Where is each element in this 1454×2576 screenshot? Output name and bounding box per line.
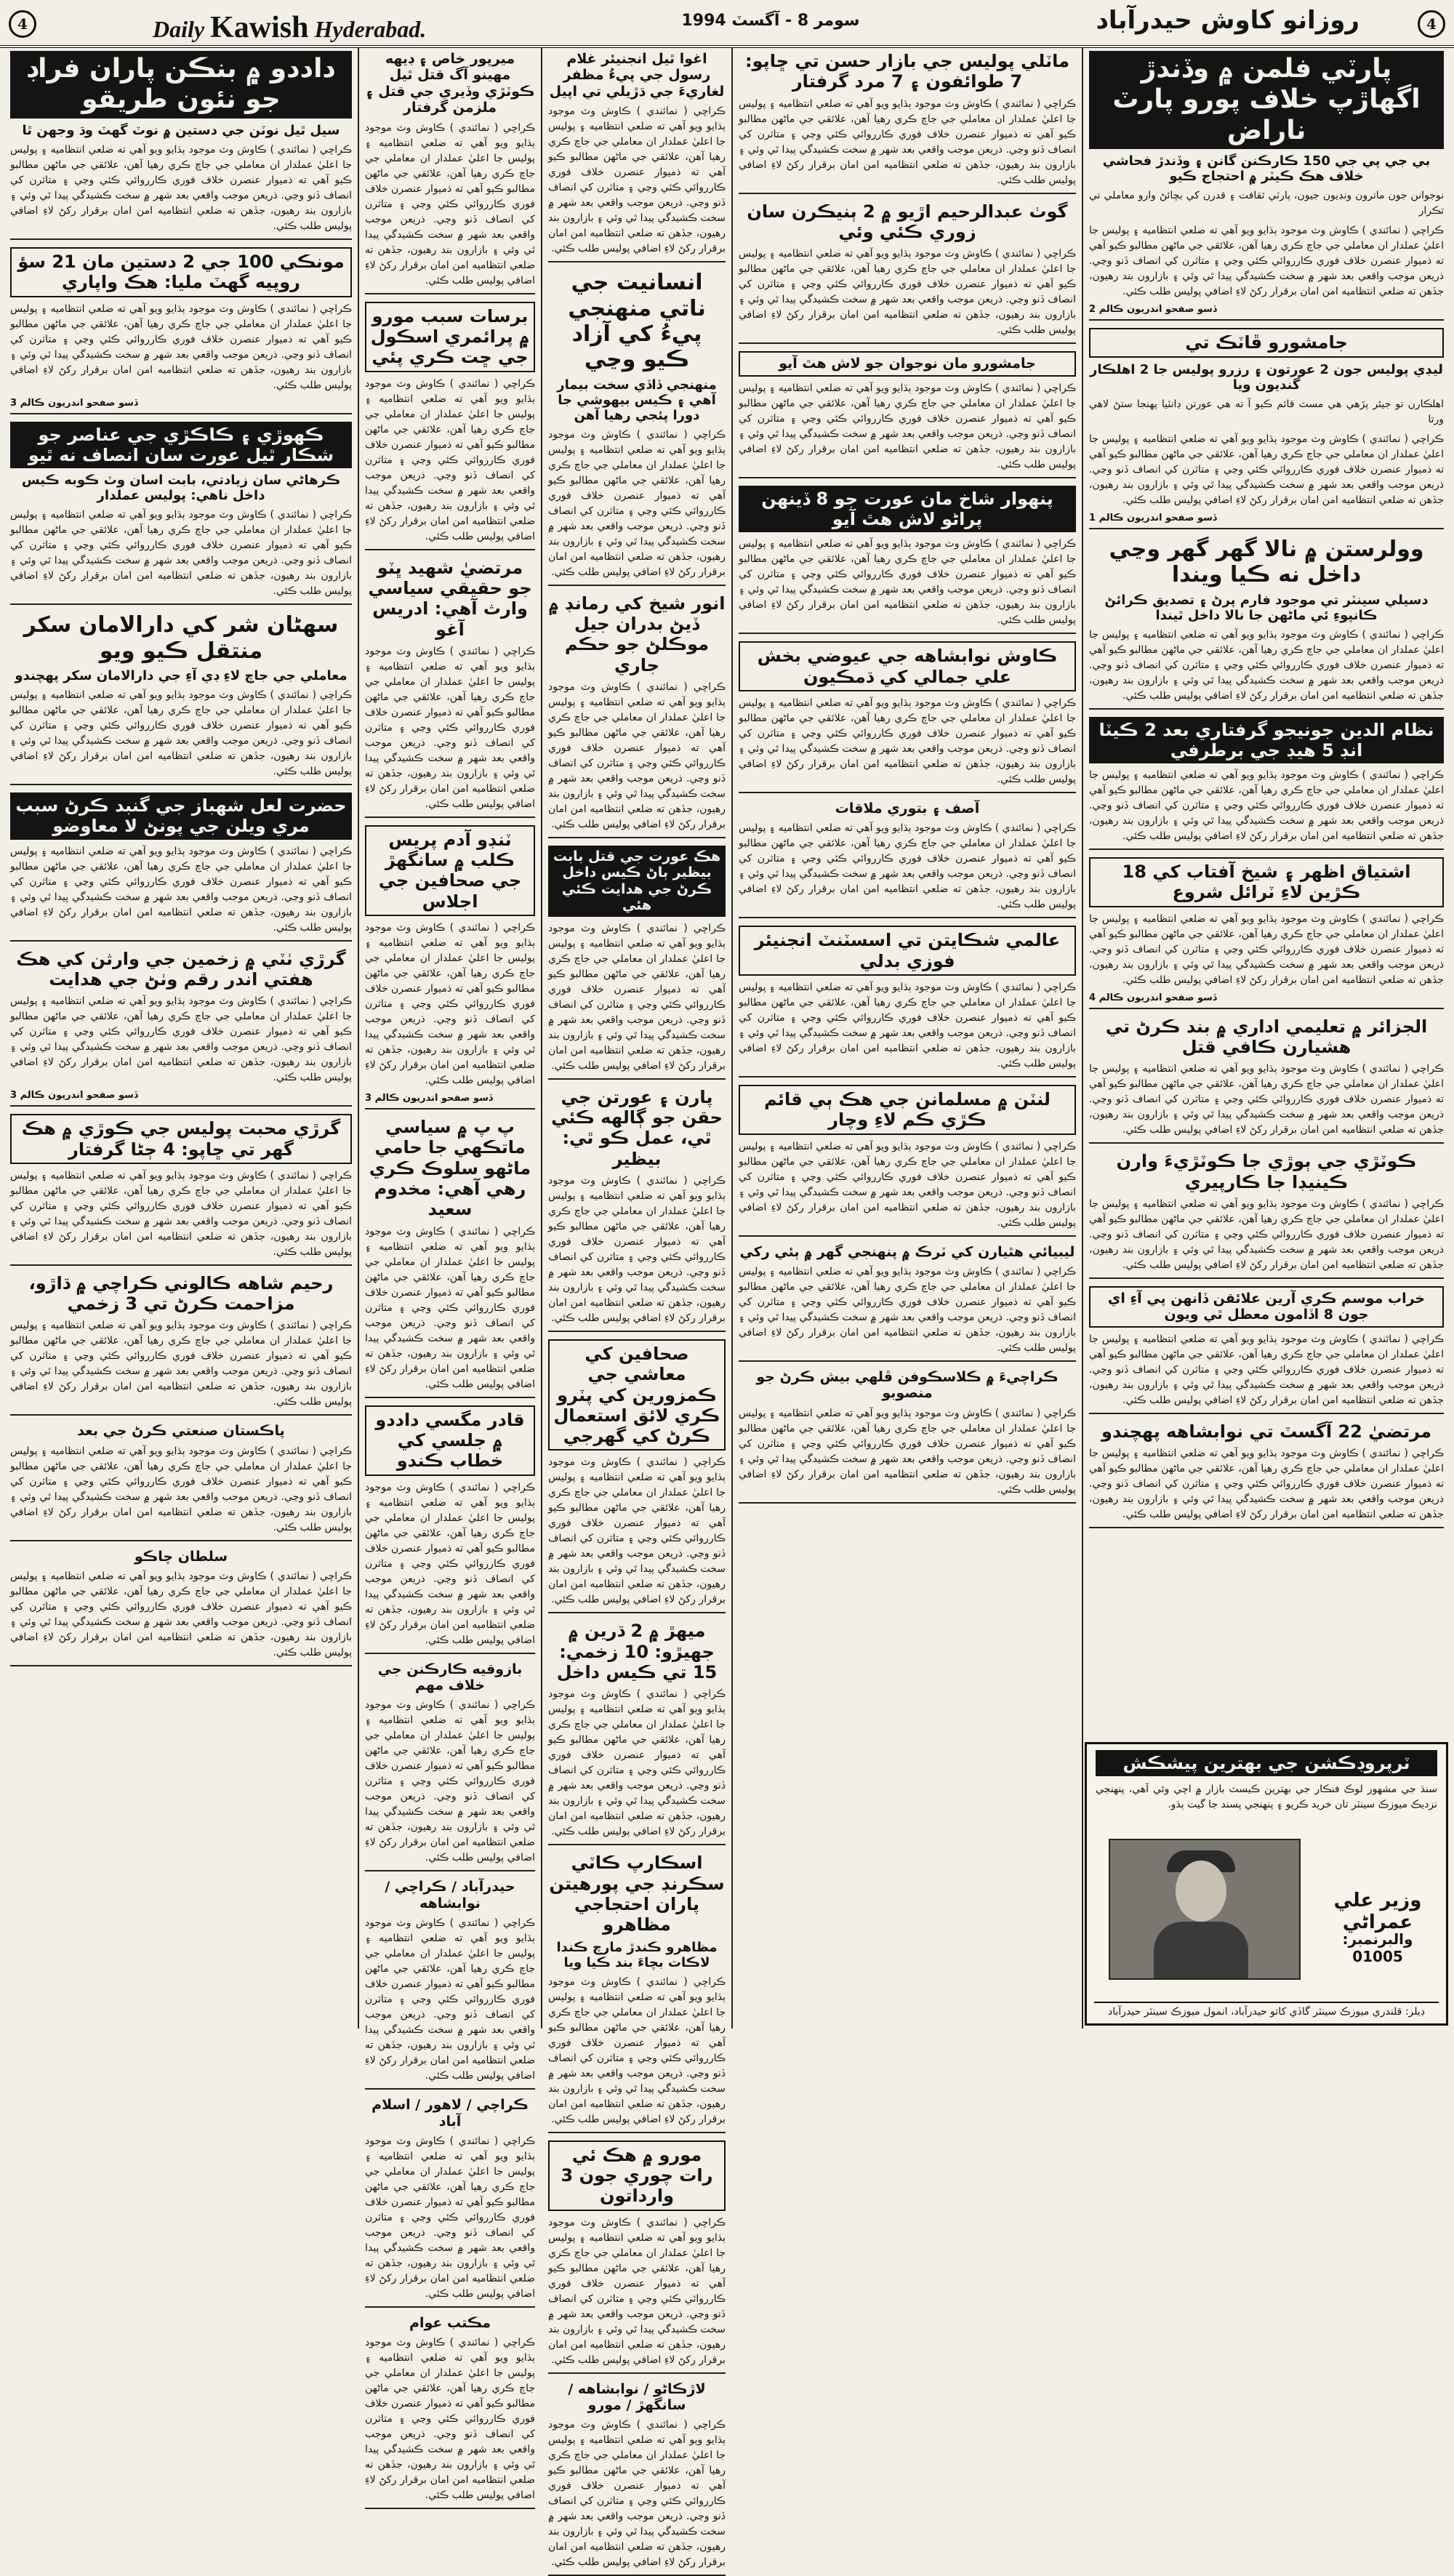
article-body: ڪراچي ( نمائندي ) ڪاوش وٽ موجود ٻڌايو ويو آهي ته ضلعي انتظاميه ۽ پوليس جا اعليٰ عملدار ان معاملي جي جاچ ڪري رهيا آهن، علائقي جي ماڻهن مطالبو ڪيو آهي ته ذميوار عنصرن خلاف فوري ڪارروائي ڪئي وڃي ۽ متاثرن کي انصاف ڏنو وڃي. ذريعن موجب واقعي بعد شهر ۾ سخت ڪشيدگي پيدا ٿي وئي ۽ بازارون بند رهيون، جڏهن ته ضلعي انتظاميه امن امان برقرار رکڻ لاءِ اضافي پوليس طلب ڪئي. — [548, 922, 726, 1072]
english-title — [153, 10, 426, 45]
article-body: ڪراچي ( نمائندي ) ڪاوش وٽ موجود ٻڌايو ويو آهي ته ضلعي انتظاميه ۽ پوليس جا اعليٰ عملدار ان معاملي جي جاچ ڪري رهيا آهن، علائقي جي ماڻهن مطالبو ڪيو آهي ته ذميوار عنصرن خلاف فوري ڪارروائي ڪئي وڃي ۽ متاثرن کي انصاف ڏنو وڃي. ذريعن موجب واقعي بعد شهر ۾ سخت ڪشيدگي پيدا ٿي وئي ۽ بازارون بند رهيون، جڏهن ته ضلعي انتظاميه امن امان برقرار رکڻ لاءِ اضافي پوليس طلب ڪئي. — [1089, 628, 1444, 702]
news-article — [739, 1244, 1076, 1362]
column-rule — [1082, 48, 1083, 2029]
news-article — [739, 486, 1076, 635]
article-body: ڪراچي ( نمائندي ) ڪاوش وٽ موجود ٻڌايو ويو آهي ته ضلعي انتظاميه ۽ پوليس جا اعليٰ عملدار ان معاملي جي جاچ ڪري رهيا آهن، علائقي جي ماڻهن مطالبو ڪيو آهي ته ذميوار عنصرن خلاف فوري ڪارروائي ڪئي وڃي ۽ متاثرن کي انصاف ڏنو وڃي. ذريعن موجب واقعي بعد شهر ۾ سخت ڪشيدگي پيدا ٿي وئي ۽ بازارون بند رهيون، جڏهن ته ضلعي انتظاميه امن امان برقرار رکڻ لاءِ اضافي پوليس طلب ڪئي. — [1089, 1448, 1444, 1521]
article-divider — [1089, 848, 1444, 850]
news-article — [548, 1087, 726, 1332]
news-article — [10, 1549, 352, 1666]
article-body: ڪراچي ( نمائندي ) ڪاوش وٽ موجود ٻڌايو ويو آهي ته ضلعي انتظاميه ۽ پوليس جا اعليٰ عملدار ان معاملي جي جاچ ڪري رهيا آهن، علائقي جي ماڻهن مطالبو ڪيو آهي ته ذميوار عنصرن خلاف فوري ڪارروائي ڪئي وڃي ۽ متاثرن کي انصاف ڏنو وڃي. ذريعن موجب واقعي بعد شهر ۾ سخت ڪشيدگي پيدا ٿي وئي ۽ بازارون بند رهيون، جڏهن ته ضلعي انتظاميه امن امان برقرار رکڻ لاءِ اضافي پوليس طلب ڪئي. — [10, 845, 352, 934]
issue-date: سومر 8 - آگسٽ 1994 — [681, 12, 860, 30]
continued-note: ڏسو صفحو اندريون ڪالم 1 — [1089, 512, 1217, 523]
article-headline: آصف ۽ بتوري ملاقات — [835, 800, 980, 816]
article-body: ڪراچي ( نمائندي ) ڪاوش وٽ موجود ٻڌايو ويو آهي ته ضلعي انتظاميه ۽ پوليس جا اعليٰ عملدار ان معاملي جي جاچ ڪري رهيا آهن، علائقي جي ماڻهن مطالبو ڪيو آهي ته ذميوار عنصرن خلاف فوري ڪارروائي ڪئي وڃي ۽ متاثرن کي انصاف ڏنو وڃي. ذريعن موجب واقعي بعد شهر ۾ سخت ڪشيدگي پيدا ٿي وئي ۽ بازارون بند رهيون، جڏهن ته ضلعي انتظاميه امن امان برقرار رکڻ لاءِ اضافي پوليس طلب ڪئي. — [365, 922, 535, 1087]
news-article — [10, 1114, 352, 1266]
article-headline: عالمي شڪايتن تي اسسٽنٽ انجنيئر فوزي بدلي — [739, 926, 1076, 976]
article-headline: گوٺ عبدالرحيم اڙيو ۾ 2 ٻنيڪرن سان زوري ڪئي وئي — [747, 201, 1068, 242]
article-headline: انسانيت جي ناتي منهنجي پيءُ کي آزاد ڪيو وڃي — [568, 270, 706, 373]
continued-note: ڏسو صفحو اندريون ڪالم 3 — [10, 397, 138, 409]
news-article — [10, 949, 352, 1107]
article-headline: اغوا ٿيل انجنيئر غلام رسول جي پيءُ مظفر لغاريءَ جي ڌڙيلي تي اپيل — [549, 51, 725, 100]
article-subheadline: بي جي پي جي 150 ڪارڪنن گانن ۽ وڏندڙ فحاشي خلاف هڪ ڪيٽر ۾ احتجاج ڪيو — [1102, 153, 1431, 185]
article-headline: ڪراچيءَ ۾ ڪلاسڪوفن ڦلهي بيش ڪرڻ جو منصوبو — [756, 1368, 1059, 1402]
article-body: ڪراچي ( نمائندي ) ڪاوش وٽ موجود ٻڌايو ويو آهي ته ضلعي انتظاميه ۽ پوليس جا اعليٰ عملدار ان معاملي جي جاچ ڪري رهيا آهن، علائقي جي ماڻهن مطالبو ڪيو آهي ته ذميوار عنصرن خلاف فوري ڪارروائي ڪئي وڃي ۽ متاثرن کي انصاف ڏنو وڃي. ذريعن موجب واقعي بعد شهر ۾ سخت ڪشيدگي پيدا ٿي وئي ۽ بازارون بند رهيون، جڏهن ته ضلعي انتظاميه امن امان برقرار رکڻ لاءِ اضافي پوليس طلب ڪئي. — [548, 428, 726, 578]
article-body: ڪراچي ( نمائندي ) ڪاوش وٽ موجود ٻڌايو ويو آهي ته ضلعي انتظاميه ۽ پوليس جا اعليٰ عملدار ان معاملي جي جاچ ڪري رهيا آهن، علائقي جي ماڻهن مطالبو ڪيو آهي ته ذميوار عنصرن خلاف فوري ڪارروائي ڪئي وڃي ۽ متاثرن کي انصاف ڏنو وڃي. ذريعن موجب واقعي بعد شهر ۾ سخت ڪشيدگي پيدا ٿي وئي ۽ بازارون بند رهيون، جڏهن ته ضلعي انتظاميه امن امان برقرار رکڻ لاءِ اضافي پوليس طلب ڪئي. — [739, 248, 1076, 337]
article-divider — [1089, 1413, 1444, 1414]
article-subheadline: ڪرهاڻي سان زيادتي، بابت اسان وٽ ڪوبه ڪيس داخل ناهي: پوليس عملدار — [21, 473, 341, 504]
article-body: ڪراچي ( نمائندي ) ڪاوش وٽ موجود ٻڌايو ويو آهي ته ضلعي انتظاميه ۽ پوليس جا اعليٰ عملدار ان معاملي جي جاچ ڪري رهيا آهن، علائقي جي ماڻهن مطالبو ڪيو آهي ته ذميوار عنصرن خلاف فوري ڪارروائي ڪئي وڃي ۽ متاثرن کي انصاف ڏنو وڃي. ذريعن موجب واقعي بعد شهر ۾ سخت ڪشيدگي پيدا ٿي وئي ۽ بازارون بند رهيون، جڏهن ته ضلعي انتظاميه امن امان برقرار رکڻ لاءِ اضافي پوليس طلب ڪئي. — [1089, 912, 1444, 986]
article-divider — [739, 1360, 1076, 1362]
article-body: ڪراچي ( نمائندي ) ڪاوش وٽ موجود ٻڌايو ويو آهي ته ضلعي انتظاميه ۽ پوليس جا اعليٰ عملدار ان معاملي جي جاچ ڪري رهيا آهن، علائقي جي ماڻهن مطالبو ڪيو آهي ته ذميوار عنصرن خلاف فوري ڪارروائي ڪئي وڃي ۽ متاثرن کي انصاف ڏنو وڃي. ذريعن موجب واقعي بعد شهر ۾ سخت ڪشيدگي پيدا ٿي وئي ۽ بازارون بند رهيون، جڏهن ته ضلعي انتظاميه امن امان برقرار رکڻ لاءِ اضافي پوليس طلب ڪئي. — [10, 1320, 352, 1408]
news-article — [548, 51, 726, 262]
article-subheadline: معاملي جي جاچ لاءِ ڊي آءِ جي دارالامان سکر پهچندو — [15, 667, 348, 683]
article-headline: بازوقيه ڪارڪنن جي خلاف مهم — [377, 1661, 523, 1693]
article-headline: رحيم شاهه ڪالوني ڪراچي ۾ ڌاڙو، مزاحمت ڪرڻ تي 3 زخمي — [28, 1272, 334, 1315]
news-article — [10, 51, 352, 240]
article-divider — [548, 1331, 726, 1332]
article-headline: اسڪارپ ڪاٽي سڪرنڊ جي پورهيتن پاران احتجاجي مظاهرو — [549, 1853, 725, 1935]
article-headline: برسات سبب مورو ۾ پرائمري اسڪول جي ڇت ڪري پئي — [365, 302, 535, 372]
news-article — [365, 2315, 535, 2509]
article-headline: مرتضيٰ شهيد ڀٽو جو حقيقي سياسي وارث آهي: ادريس آغو — [368, 557, 532, 640]
news-article — [548, 2140, 726, 2374]
ad-headline: ٽرپروڊڪشن جي بهترين پيشڪش — [1096, 1750, 1437, 1776]
article-body: ڪراچي ( نمائندي ) ڪاوش وٽ موجود ٻڌايو ويو آهي ته ضلعي انتظاميه ۽ پوليس جا اعليٰ عملدار ان معاملي جي جاچ ڪري رهيا آهن، علائقي جي ماڻهن مطالبو ڪيو آهي ته ذميوار عنصرن خلاف فوري ڪارروائي ڪئي وڃي ۽ متاثرن کي انصاف ڏنو وڃي. ذريعن موجب واقعي بعد شهر ۾ سخت ڪشيدگي پيدا ٿي وئي ۽ بازارون بند رهيون، جڏهن ته ضلعي انتظاميه امن امان برقرار رکڻ لاءِ اضافي پوليس طلب ڪئي. — [1089, 225, 1444, 298]
article-headline: مونڪي 100 جي 2 دستين مان 21 سؤ روپيه گهٽ مليا: هڪ واپاري — [10, 247, 352, 297]
article-headline: ٽنڊو آدم پريس ڪلب ۾ سانگهڙ جي صحافين جي اجلاس — [365, 825, 535, 916]
ad-artist-name: وزير علي عمراڻي — [1333, 1890, 1422, 1933]
article-divider — [548, 1078, 726, 1080]
article-body: ڪراچي ( نمائندي ) ڪاوش وٽ موجود ٻڌايو ويو آهي ته ضلعي انتظاميه ۽ پوليس جا اعليٰ عملدار ان معاملي جي جاچ ڪري رهيا آهن، علائقي جي ماڻهن مطالبو ڪيو آهي ته ذميوار عنصرن خلاف فوري ڪارروائي ڪئي وڃي ۽ متاثرن کي انصاف ڏنو وڃي. ذريعن موجب واقعي بعد شهر ۾ سخت ڪشيدگي پيدا ٿي وئي ۽ بازارون بند رهيون، جڏهن ته ضلعي انتظاميه امن امان برقرار رکڻ لاءِ اضافي پوليس طلب ڪئي. — [548, 1174, 726, 1324]
article-headline: پ پ ۾ سياسي ماتڪهي جا حامي ماڻهو سلوڪ ڪري رهي آهي: مخدوم سعيد — [369, 1117, 531, 1220]
article-body: ڪراچي ( نمائندي ) ڪاوش وٽ موجود ٻڌايو ويو آهي ته ضلعي انتظاميه ۽ پوليس جا اعليٰ عملدار ان معاملي جي جاچ ڪري رهيا آهن، علائقي جي ماڻهن مطالبو ڪيو آهي ته ذميوار عنصرن خلاف فوري ڪارروائي ڪئي وڃي ۽ متاثرن کي انصاف ڏنو وڃي. ذريعن موجب واقعي بعد شهر ۾ سخت ڪشيدگي پيدا ٿي وئي ۽ بازارون بند رهيون، جڏهن ته ضلعي انتظاميه امن امان برقرار رکڻ لاءِ اضافي پوليس طلب ڪئي. — [548, 1688, 726, 1838]
article-divider — [548, 2372, 726, 2374]
article-body: ڪراچي ( نمائندي ) ڪاوش وٽ موجود ٻڌايو ويو آهي ته ضلعي انتظاميه ۽ پوليس جا اعليٰ عملدار ان معاملي جي جاچ ڪري رهيا آهن، علائقي جي ماڻهن مطالبو ڪيو آهي ته ذميوار عنصرن خلاف فوري ڪارروائي ڪئي وڃي ۽ متاثرن کي انصاف ڏنو وڃي. ذريعن موجب واقعي بعد شهر ۾ سخت ڪشيدگي پيدا ٿي وئي ۽ بازارون بند رهيون، جڏهن ته ضلعي انتظاميه امن امان برقرار رکڻ لاءِ اضافي پوليس طلب ڪئي. — [548, 1456, 726, 1606]
article-headline: ڪراچي / لاهور / اسلام آباد — [371, 2097, 529, 2130]
news-article — [365, 1405, 535, 1654]
article-divider — [739, 792, 1076, 793]
article-body: ڪراچي ( نمائندي ) ڪاوش وٽ موجود ٻڌايو ويو آهي ته ضلعي انتظاميه ۽ پوليس جا اعليٰ عملدار ان معاملي جي جاچ ڪري رهيا آهن، علائقي جي ماڻهن مطالبو ڪيو آهي ته ذميوار عنصرن خلاف فوري ڪارروائي ڪئي وڃي ۽ متاثرن کي انصاف ڏنو وڃي. ذريعن موجب واقعي بعد شهر ۾ سخت ڪشيدگي پيدا ٿي وئي ۽ بازارون بند رهيون، جڏهن ته ضلعي انتظاميه امن امان برقرار رکڻ لاءِ اضافي پوليس طلب ڪئي. — [739, 1140, 1076, 1229]
article-headline: پنهوار شاخ مان عورت جو 8 ڏينهن پراڻو لاش هٿ آيو — [739, 486, 1076, 533]
article-body: ڪراچي ( نمائندي ) ڪاوش وٽ موجود ٻڌايو ويو آهي ته ضلعي انتظاميه ۽ پوليس جا اعليٰ عملدار ان معاملي جي جاچ ڪري رهيا آهن، علائقي جي ماڻهن مطالبو ڪيو آهي ته ذميوار عنصرن خلاف فوري ڪارروائي ڪئي وڃي ۽ متاثرن کي انصاف ڏنو وڃي. ذريعن موجب واقعي بعد شهر ۾ سخت ڪشيدگي پيدا ٿي وئي ۽ بازارون بند رهيون، جڏهن ته ضلعي انتظاميه امن امان برقرار رکڻ لاءِ اضافي پوليس طلب ڪئي. — [10, 1445, 352, 1533]
left-page-number: 4 — [9, 10, 36, 38]
article-body: ڪراچي ( نمائندي ) ڪاوش وٽ موجود ٻڌايو ويو آهي ته ضلعي انتظاميه ۽ پوليس جا اعليٰ عملدار ان معاملي جي جاچ ڪري رهيا آهن، علائقي جي ماڻهن مطالبو ڪيو آهي ته ذميوار عنصرن خلاف فوري ڪارروائي ڪئي وڃي ۽ متاثرن کي انصاف ڏنو وڃي. ذريعن موجب واقعي بعد شهر ۾ سخت ڪشيدگي پيدا ٿي وئي ۽ بازارون بند رهيون، جڏهن ته ضلعي انتظاميه امن امان برقرار رکڻ لاءِ اضافي پوليس طلب ڪئي. — [10, 689, 352, 777]
news-article — [10, 1273, 352, 1416]
article-divider — [739, 633, 1076, 634]
news-article — [10, 422, 352, 606]
article-divider — [1089, 1142, 1444, 1144]
news-article — [1089, 1016, 1444, 1144]
article-headline: ميرپور خاص ۽ ڊيهه مهينو آگ قتل ٿيل ڪوٽڙي وڏيري جي قتل ۽ ملزمن گرفتار — [365, 51, 535, 116]
article-divider — [10, 1414, 352, 1416]
article-body: ڪراچي ( نمائندي ) ڪاوش وٽ موجود ٻڌايو ويو آهي ته ضلعي انتظاميه ۽ پوليس جا اعليٰ عملدار ان معاملي جي جاچ ڪري رهيا آهن، علائقي جي ماڻهن مطالبو ڪيو آهي ته ذميوار عنصرن خلاف فوري ڪارروائي ڪئي وڃي ۽ متاثرن کي انصاف ڏنو وڃي. ذريعن موجب واقعي بعد شهر ۾ سخت ڪشيدگي پيدا ٿي وئي ۽ بازارون بند رهيون، جڏهن ته ضلعي انتظاميه امن امان برقرار رکڻ لاءِ اضافي پوليس طلب ڪئي. — [1089, 433, 1444, 506]
news-column-3 — [544, 48, 730, 2569]
article-headline: حضرت لعل شهباز جي گنبد ڪرڻ سبب مري ويلن جي پونڻ لا معاوضو — [10, 793, 352, 840]
news-article — [739, 1085, 1076, 1237]
article-headline: سلطان چاڪو — [134, 1548, 228, 1565]
article-body: ڪراچي ( نمائندي ) ڪاوش وٽ موجود ٻڌايو ويو آهي ته ضلعي انتظاميه ۽ پوليس جا اعليٰ عملدار ان معاملي جي جاچ ڪري رهيا آهن، علائقي جي ماڻهن مطالبو ڪيو آهي ته ذميوار عنصرن خلاف فوري ڪارروائي ڪئي وڃي ۽ متاثرن کي انصاف ڏنو وڃي. ذريعن موجب واقعي بعد شهر ۾ سخت ڪشيدگي پيدا ٿي وئي ۽ بازارون بند رهيون، جڏهن ته ضلعي انتظاميه امن امان برقرار رکڻ لاءِ اضافي پوليس طلب ڪئي. — [365, 2337, 535, 2502]
article-headline: قادر مگسي داددو ۾ جلسي کي خطاب ڪندو — [365, 1405, 535, 1476]
article-headline: سهڻان شر کي دارالامان سکر منتقل ڪيو ويو — [23, 612, 339, 664]
news-article — [10, 612, 352, 785]
news-article — [1089, 537, 1444, 710]
ad-code: والبرنمبر: 01005 — [1342, 1930, 1413, 1965]
continued-note: ڏسو صفحو اندريون ڪالم 4 — [1089, 992, 1217, 1003]
news-article — [739, 1369, 1076, 1504]
news-article — [365, 51, 535, 294]
news-article — [548, 846, 726, 1080]
article-body: ڪراچي ( نمائندي ) ڪاوش وٽ موجود ٻڌايو ويو آهي ته ضلعي انتظاميه ۽ پوليس جا اعليٰ عملدار ان معاملي جي جاچ ڪري رهيا آهن، علائقي جي ماڻهن مطالبو ڪيو آهي ته ذميوار عنصرن خلاف فوري ڪارروائي ڪئي وڃي ۽ متاثرن کي انصاف ڏنو وڃي. ذريعن موجب واقعي بعد شهر ۾ سخت ڪشيدگي پيدا ٿي وئي ۽ بازارون بند رهيون، جڏهن ته ضلعي انتظاميه امن امان برقرار رکڻ لاءِ اضافي پوليس طلب ڪئي. — [10, 995, 352, 1084]
article-headline: ليبيائي هٿيارن کي ٽرڪ ۾ پنهنجي گهر ۾ ٻئي رکي — [739, 1243, 1075, 1260]
column-rule — [541, 48, 542, 2029]
ad-text: سنڌ جي مشهور لوڪ فنڪار جي بهترين ڪيسٽ بازار ۾ اچي وئي آهي، پنهنجي نزديڪ ميوزڪ سينٽر تان خريد ڪريو ۽ پنهنجي پسند جا گيت ٻڌو. — [1096, 1783, 1437, 1810]
article-body: ڪراچي ( نمائندي ) ڪاوش وٽ موجود ٻڌايو ويو آهي ته ضلعي انتظاميه ۽ پوليس جا اعليٰ عملدار ان معاملي جي جاچ ڪري رهيا آهن، علائقي جي ماڻهن مطالبو ڪيو آهي ته ذميوار عنصرن خلاف فوري ڪارروائي ڪئي وڃي ۽ متاثرن کي انصاف ڏنو وڃي. ذريعن موجب واقعي بعد شهر ۾ سخت ڪشيدگي پيدا ٿي وئي ۽ بازارون بند رهيون، جڏهن ته ضلعي انتظاميه امن امان برقرار رکڻ لاءِ اضافي پوليس طلب ڪئي. — [739, 822, 1076, 911]
article-headline: هڪ عورت جي قتل بابت بيظير ٻاڻ ڪيس داخل ڪرڻ جي هدايت ڪئي هئي — [548, 846, 726, 917]
article-body: ڪراچي ( نمائندي ) ڪاوش وٽ موجود ٻڌايو ويو آهي ته ضلعي انتظاميه ۽ پوليس جا اعليٰ عملدار ان معاملي جي جاچ ڪري رهيا آهن، علائقي جي ماڻهن مطالبو ڪيو آهي ته ذميوار عنصرن خلاف فوري ڪارروائي ڪئي وڃي ۽ متاثرن کي انصاف ڏنو وڃي. ذريعن موجب واقعي بعد شهر ۾ سخت ڪشيدگي پيدا ٿي وئي ۽ بازارون بند رهيون، جڏهن ته ضلعي انتظاميه امن امان برقرار رکڻ لاءِ اضافي پوليس طلب ڪئي. — [739, 697, 1076, 785]
article-divider — [365, 293, 535, 294]
ad-footer: ڊيلر: قلندري ميوزڪ سينٽر گاڏي کاتو حيدرآباد، انمول ميوزڪ سينٽر حيدرآباد — [1094, 2002, 1439, 2018]
article-divider — [1089, 1527, 1444, 1528]
article-headline: حيدرآباد / ڪراچي / نوابشاهه — [385, 1879, 515, 1911]
article-divider — [548, 585, 726, 586]
article-headline: پارٽي فلمن ۾ وڏندڙ اگهاڙپ خلاف پورو پارٽ ناراض — [1089, 51, 1444, 149]
article-body: ڪراچي ( نمائندي ) ڪاوش وٽ موجود ٻڌايو ويو آهي ته ضلعي انتظاميه ۽ پوليس جا اعليٰ عملدار ان معاملي جي جاچ ڪري رهيا آهن، علائقي جي ماڻهن مطالبو ڪيو آهي ته ذميوار عنصرن خلاف فوري ڪارروائي ڪئي وڃي ۽ متاثرن کي انصاف ڏنو وڃي. ذريعن موجب واقعي بعد شهر ۾ سخت ڪشيدگي پيدا ٿي وئي ۽ بازارون بند رهيون، جڏهن ته ضلعي انتظاميه امن امان برقرار رکڻ لاءِ اضافي پوليس طلب ڪئي. — [10, 1570, 352, 1659]
article-headline: ميهڙ ۾ 2 ڌرين ۾ جهيڙو: 10 زخمي: 15 تي ڪيس داخل — [556, 1621, 718, 1683]
torso-shape — [1154, 1922, 1248, 1978]
news-article — [1089, 328, 1444, 529]
article-lead: نوجوانن جون ماترون ونڊيون جيون، پارٽي ثقافت ۽ قدرن کي بچائڻ وارو معاملي تي تڪرار — [1089, 190, 1444, 217]
article-divider — [1089, 319, 1444, 321]
article-headline: مڪتب عوام — [409, 2315, 491, 2331]
article-headline: پارن ۽ عورتن جي حقن جو ڳالهه ڪئي ٿي، عمل ڪو ٿي: بيظير — [551, 1086, 723, 1169]
article-headline: صحافين کي معاشي جي ڪمزورين کي پٽرو ڪري لائق استعمال ڪرڻ کي گهرجي — [548, 1339, 726, 1451]
news-article — [1089, 1286, 1444, 1414]
article-headline: خراب موسم ڪري آرين علائقن ڏانهن پي آءِ اي جون 8 اڏامون معطل ٿي ويون — [1089, 1286, 1444, 1328]
news-article — [365, 825, 535, 1110]
article-headline: انور شيخ کي رمانڊ ۾ ڏيڻ بدران جيل موڪلڻ جو حڪم جاري — [548, 593, 726, 675]
face-shape — [1176, 1861, 1226, 1922]
news-article — [739, 641, 1076, 793]
column-rule — [358, 48, 359, 2029]
news-column-4 — [361, 48, 539, 2502]
title-suffix: Hyderabad. — [314, 16, 427, 42]
article-divider — [1089, 528, 1444, 529]
article-lead: اهلڪارن تو جيئر پڙهي هي مسٽ قائم ڪيو آ ته هي عورتن ڊانٽيا پهنجا ستڻ لاهي ورتا — [1089, 398, 1444, 425]
article-divider — [739, 1235, 1076, 1237]
masthead — [0, 0, 1454, 48]
article-divider — [739, 917, 1076, 918]
article-subheadline: مظاهرو ڪندڙ مارچ ڪندا لاڪات بچاءَ بند ڪيا ويا — [556, 1939, 718, 1970]
column-rule — [731, 48, 733, 2029]
article-divider — [10, 1105, 352, 1107]
article-body: ڪراچي ( نمائندي ) ڪاوش وٽ موجود ٻڌايو ويو آهي ته ضلعي انتظاميه ۽ پوليس جا اعليٰ عملدار ان معاملي جي جاچ ڪري رهيا آهن، علائقي جي ماڻهن مطالبو ڪيو آهي ته ذميوار عنصرن خلاف فوري ڪارروائي ڪئي وڃي ۽ متاثرن کي انصاف ڏنو وڃي. ذريعن موجب واقعي بعد شهر ۾ سخت ڪشيدگي پيدا ٿي وئي ۽ بازارون بند رهيون، جڏهن ته ضلعي انتظاميه امن امان برقرار رکڻ لاءِ اضافي پوليس طلب ڪئي. — [365, 377, 535, 542]
article-divider — [10, 1665, 352, 1666]
article-body: ڪراچي ( نمائندي ) ڪاوش وٽ موجود ٻڌايو ويو آهي ته ضلعي انتظاميه ۽ پوليس جا اعليٰ عملدار ان معاملي جي جاچ ڪري رهيا آهن، علائقي جي ماڻهن مطالبو ڪيو آهي ته ذميوار عنصرن خلاف فوري ڪارروائي ڪئي وڃي ۽ متاثرن کي انصاف ڏنو وڃي. ذريعن موجب واقعي بعد شهر ۾ سخت ڪشيدگي پيدا ٿي وئي ۽ بازارون بند رهيون، جڏهن ته ضلعي انتظاميه امن امان برقرار رکڻ لاءِ اضافي پوليس طلب ڪئي. — [10, 302, 352, 391]
article-headline: نظام الدين جونيجو گرفتاري بعد 2 ڪيٽا انڊ 5 هيڊ جي برطرفي — [1089, 717, 1444, 764]
article-divider — [548, 261, 726, 262]
article-divider — [548, 1844, 726, 1845]
article-headline: ڪهوڙي ۽ ڪاڪڙي جي عناصر جو شڪار ٿيل عورت سان انصاف نه ٿيو — [10, 422, 352, 469]
article-body: ڪراچي ( نمائندي ) ڪاوش وٽ موجود ٻڌايو ويو آهي ته ضلعي انتظاميه ۽ پوليس جا اعليٰ عملدار ان معاملي جي جاچ ڪري رهيا آهن، علائقي جي ماڻهن مطالبو ڪيو آهي ته ذميوار عنصرن خلاف فوري ڪارروائي ڪئي وڃي ۽ متاثرن کي انصاف ڏنو وڃي. ذريعن موجب واقعي بعد شهر ۾ سخت ڪشيدگي پيدا ٿي وئي ۽ بازارون بند رهيون، جڏهن ته ضلعي انتظاميه امن امان برقرار رکڻ لاءِ اضافي پوليس طلب ڪئي. — [10, 143, 352, 232]
article-body: ڪراچي ( نمائندي ) ڪاوش وٽ موجود ٻڌايو ويو آهي ته ضلعي انتظاميه ۽ پوليس جا اعليٰ عملدار ان معاملي جي جاچ ڪري رهيا آهن، علائقي جي ماڻهن مطالبو ڪيو آهي ته ذميوار عنصرن خلاف فوري ڪارروائي ڪئي وڃي ۽ متاثرن کي انصاف ڏنو وڃي. ذريعن موجب واقعي بعد شهر ۾ سخت ڪشيدگي پيدا ٿي وئي ۽ بازارون بند رهيون، جڏهن ته ضلعي انتظاميه امن امان برقرار رکڻ لاءِ اضافي پوليس طلب ڪئي. — [10, 1169, 352, 1258]
article-divider — [548, 1612, 726, 1613]
singer-photo — [1109, 1839, 1301, 1980]
news-article — [10, 1423, 352, 1541]
article-body: ڪراچي ( نمائندي ) ڪاوش وٽ موجود ٻڌايو ويو آهي ته ضلعي انتظاميه ۽ پوليس جا اعليٰ عملدار ان معاملي جي جاچ ڪري رهيا آهن، علائقي جي ماڻهن مطالبو ڪيو آهي ته ذميوار عنصرن خلاف فوري ڪارروائي ڪئي وڃي ۽ متاثرن کي انصاف ڏنو وڃي. ذريعن موجب واقعي بعد شهر ۾ سخت ڪشيدگي پيدا ٿي وئي ۽ بازارون بند رهيون، جڏهن ته ضلعي انتظاميه امن امان برقرار رکڻ لاءِ اضافي پوليس طلب ڪئي. — [365, 1225, 535, 1390]
title-prefix: Daily — [153, 16, 205, 42]
article-subheadline: منهنجي ڏاڏي سخت بيمار آهي ۽ ڪيس بيهوشي جا دورا پئجي رهيا آهن — [557, 377, 717, 423]
article-headline: ڪاوش نوابشاهه جي عيوضي بخش علي جمالي کي ڌمڪيون — [739, 641, 1076, 691]
news-article — [548, 1339, 726, 1614]
news-article — [365, 1117, 535, 1398]
article-body: ڪراچي ( نمائندي ) ڪاوش وٽ موجود ٻڌايو ويو آهي ته ضلعي انتظاميه ۽ پوليس جا اعليٰ عملدار ان معاملي جي جاچ ڪري رهيا آهن، علائقي جي ماڻهن مطالبو ڪيو آهي ته ذميوار عنصرن خلاف فوري ڪارروائي ڪئي وڃي ۽ متاثرن کي انصاف ڏنو وڃي. ذريعن موجب واقعي بعد شهر ۾ سخت ڪشيدگي پيدا ٿي وئي ۽ بازارون بند رهيون، جڏهن ته ضلعي انتظاميه امن امان برقرار رکڻ لاءِ اضافي پوليس طلب ڪئي. — [739, 1407, 1076, 1496]
news-article — [1089, 1151, 1444, 1279]
news-article — [1089, 51, 1444, 321]
article-divider — [10, 603, 352, 605]
article-divider — [548, 837, 726, 838]
news-article — [548, 270, 726, 586]
article-body: ڪراچي ( نمائندي ) ڪاوش وٽ موجود ٻڌايو ويو آهي ته ضلعي انتظاميه ۽ پوليس جا اعليٰ عملدار ان معاملي جي جاچ ڪري رهيا آهن، علائقي جي ماڻهن مطالبو ڪيو آهي ته ذميوار عنصرن خلاف فوري ڪارروائي ڪئي وڃي ۽ متاثرن کي انصاف ڏنو وڃي. ذريعن موجب واقعي بعد شهر ۾ سخت ڪشيدگي پيدا ٿي وئي ۽ بازارون بند رهيون، جڏهن ته ضلعي انتظاميه امن امان برقرار رکڻ لاءِ اضافي پوليس طلب ڪئي. — [1089, 769, 1444, 843]
article-body: ڪراچي ( نمائندي ) ڪاوش وٽ موجود ٻڌايو ويو آهي ته ضلعي انتظاميه ۽ پوليس جا اعليٰ عملدار ان معاملي جي جاچ ڪري رهيا آهن، علائقي جي ماڻهن مطالبو ڪيو آهي ته ذميوار عنصرن خلاف فوري ڪارروائي ڪئي وڃي ۽ متاثرن کي انصاف ڏنو وڃي. ذريعن موجب واقعي بعد شهر ۾ سخت ڪشيدگي پيدا ٿي وئي ۽ بازارون بند رهيون، جڏهن ته ضلعي انتظاميه امن امان برقرار رکڻ لاءِ اضافي پوليس طلب ڪئي. — [365, 1699, 535, 1864]
news-article — [548, 1853, 726, 2132]
article-body: ڪراچي ( نمائندي ) ڪاوش وٽ موجود ٻڌايو ويو آهي ته ضلعي انتظاميه ۽ پوليس جا اعليٰ عملدار ان معاملي جي جاچ ڪري رهيا آهن، علائقي جي ماڻهن مطالبو ڪيو آهي ته ذميوار عنصرن خلاف فوري ڪارروائي ڪئي وڃي ۽ متاثرن کي انصاف ڏنو وڃي. ذريعن موجب واقعي بعد شهر ۾ سخت ڪشيدگي پيدا ٿي وئي ۽ بازارون بند رهيون، جڏهن ته ضلعي انتظاميه امن امان برقرار رکڻ لاءِ اضافي پوليس طلب ڪئي. — [365, 121, 535, 286]
article-body: ڪراچي ( نمائندي ) ڪاوش وٽ موجود ٻڌايو ويو آهي ته ضلعي انتظاميه ۽ پوليس جا اعليٰ عملدار ان معاملي جي جاچ ڪري رهيا آهن، علائقي جي ماڻهن مطالبو ڪيو آهي ته ذميوار عنصرن خلاف فوري ڪارروائي ڪئي وڃي ۽ متاثرن کي انصاف ڏنو وڃي. ذريعن موجب واقعي بعد شهر ۾ سخت ڪشيدگي پيدا ٿي وئي ۽ بازارون بند رهيون، جڏهن ته ضلعي انتظاميه امن امان برقرار رکڻ لاءِ اضافي پوليس طلب ڪئي. — [548, 1975, 726, 2125]
article-divider — [365, 1870, 535, 1871]
news-article — [10, 793, 352, 942]
article-body: ڪراچي ( نمائندي ) ڪاوش وٽ موجود ٻڌايو ويو آهي ته ضلعي انتظاميه ۽ پوليس جا اعليٰ عملدار ان معاملي جي جاچ ڪري رهيا آهن، علائقي جي ماڻهن مطالبو ڪيو آهي ته ذميوار عنصرن خلاف فوري ڪارروائي ڪئي وڃي ۽ متاثرن کي انصاف ڏنو وڃي. ذريعن موجب واقعي بعد شهر ۾ سخت ڪشيدگي پيدا ٿي وئي ۽ بازارون بند رهيون، جڏهن ته ضلعي انتظاميه امن امان برقرار رکڻ لاءِ اضافي پوليس طلب ڪئي. — [548, 2419, 726, 2569]
article-divider — [10, 1264, 352, 1266]
article-body: ڪراچي ( نمائندي ) ڪاوش وٽ موجود ٻڌايو ويو آهي ته ضلعي انتظاميه ۽ پوليس جا اعليٰ عملدار ان معاملي جي جاچ ڪري رهيا آهن، علائقي جي ماڻهن مطالبو ڪيو آهي ته ذميوار عنصرن خلاف فوري ڪارروائي ڪئي وڃي ۽ متاثرن کي انصاف ڏنو وڃي. ذريعن موجب واقعي بعد شهر ۾ سخت ڪشيدگي پيدا ٿي وئي ۽ بازارون بند رهيون، جڏهن ته ضلعي انتظاميه امن امان برقرار رکڻ لاءِ اضافي پوليس طلب ڪئي. — [10, 509, 352, 598]
article-divider — [365, 1108, 535, 1110]
news-article — [1089, 857, 1444, 1009]
advertisement — [1085, 1742, 1448, 2026]
article-body: ڪراچي ( نمائندي ) ڪاوش وٽ موجود ٻڌايو ويو آهي ته ضلعي انتظاميه ۽ پوليس جا اعليٰ عملدار ان معاملي جي جاچ ڪري رهيا آهن، علائقي جي ماڻهن مطالبو ڪيو آهي ته ذميوار عنصرن خلاف فوري ڪارروائي ڪئي وڃي ۽ متاثرن کي انصاف ڏنو وڃي. ذريعن موجب واقعي بعد شهر ۾ سخت ڪشيدگي پيدا ٿي وئي ۽ بازارون بند رهيون، جڏهن ته ضلعي انتظاميه امن امان برقرار رکڻ لاءِ اضافي پوليس طلب ڪئي. — [739, 1265, 1076, 1354]
article-body: ڪراچي ( نمائندي ) ڪاوش وٽ موجود ٻڌايو ويو آهي ته ضلعي انتظاميه ۽ پوليس جا اعليٰ عملدار ان معاملي جي جاچ ڪري رهيا آهن، علائقي جي ماڻهن مطالبو ڪيو آهي ته ذميوار عنصرن خلاف فوري ڪارروائي ڪئي وڃي ۽ متاثرن کي انصاف ڏنو وڃي. ذريعن موجب واقعي بعد شهر ۾ سخت ڪشيدگي پيدا ٿي وئي ۽ بازارون بند رهيون، جڏهن ته ضلعي انتظاميه امن امان برقرار رکڻ لاءِ اضافي پوليس طلب ڪئي. — [739, 981, 1076, 1070]
article-divider — [10, 784, 352, 785]
article-divider — [1089, 1277, 1444, 1279]
article-body: ڪراچي ( نمائندي ) ڪاوش وٽ موجود ٻڌايو ويو آهي ته ضلعي انتظاميه ۽ پوليس جا اعليٰ عملدار ان معاملي جي جاچ ڪري رهيا آهن، علائقي جي ماڻهن مطالبو ڪيو آهي ته ذميوار عنصرن خلاف فوري ڪارروائي ڪئي وڃي ۽ متاثرن کي انصاف ڏنو وڃي. ذريعن موجب واقعي بعد شهر ۾ سخت ڪشيدگي پيدا ٿي وئي ۽ بازارون بند رهيون، جڏهن ته ضلعي انتظاميه امن امان برقرار رکڻ لاءِ اضافي پوليس طلب ڪئي. — [365, 2135, 535, 2300]
article-divider — [365, 2306, 535, 2308]
article-divider — [739, 1076, 1076, 1078]
article-headline: لنٽن ۾ مسلمانن جي هڪ ٻي قائم ڪڙي ڪم لاءِ وچار — [739, 1085, 1076, 1135]
news-article — [10, 247, 352, 414]
article-body: ڪراچي ( نمائندي ) ڪاوش وٽ موجود ٻڌايو ويو آهي ته ضلعي انتظاميه ۽ پوليس جا اعليٰ عملدار ان معاملي جي جاچ ڪري رهيا آهن، علائقي جي ماڻهن مطالبو ڪيو آهي ته ذميوار عنصرن خلاف فوري ڪارروائي ڪئي وڃي ۽ متاثرن کي انصاف ڏنو وڃي. ذريعن موجب واقعي بعد شهر ۾ سخت ڪشيدگي پيدا ٿي وئي ۽ بازارون بند رهيون، جڏهن ته ضلعي انتظاميه امن امان برقرار رکڻ لاءِ اضافي پوليس طلب ڪئي. — [365, 645, 535, 810]
article-body: ڪراچي ( نمائندي ) ڪاوش وٽ موجود ٻڌايو ويو آهي ته ضلعي انتظاميه ۽ پوليس جا اعليٰ عملدار ان معاملي جي جاچ ڪري رهيا آهن، علائقي جي ماڻهن مطالبو ڪيو آهي ته ذميوار عنصرن خلاف فوري ڪارروائي ڪئي وڃي ۽ متاثرن کي انصاف ڏنو وڃي. ذريعن موجب واقعي بعد شهر ۾ سخت ڪشيدگي پيدا ٿي وئي ۽ بازارون بند رهيون، جڏهن ته ضلعي انتظاميه امن امان برقرار رکڻ لاءِ اضافي پوليس طلب ڪئي. — [548, 2216, 726, 2366]
news-column-2 — [734, 48, 1080, 2018]
article-headline: ڪوٽڙي جي ٻوڙي جا ڪوٽڙيءَ وارن ڪينيڊا جا ڪارپيري — [1116, 1151, 1417, 1192]
article-body: ڪراچي ( نمائندي ) ڪاوش وٽ موجود ٻڌايو ويو آهي ته ضلعي انتظاميه ۽ پوليس جا اعليٰ عملدار ان معاملي جي جاچ ڪري رهيا آهن، علائقي جي ماڻهن مطالبو ڪيو آهي ته ذميوار عنصرن خلاف فوري ڪارروائي ڪئي وڃي ۽ متاثرن کي انصاف ڏنو وڃي. ذريعن موجب واقعي بعد شهر ۾ سخت ڪشيدگي پيدا ٿي وئي ۽ بازارون بند رهيون، جڏهن ته ضلعي انتظاميه امن امان برقرار رکڻ لاءِ اضافي پوليس طلب ڪئي. — [548, 681, 726, 831]
article-body: ڪراچي ( نمائندي ) ڪاوش وٽ موجود ٻڌايو ويو آهي ته ضلعي انتظاميه ۽ پوليس جا اعليٰ عملدار ان معاملي جي جاچ ڪري رهيا آهن، علائقي جي ماڻهن مطالبو ڪيو آهي ته ذميوار عنصرن خلاف فوري ڪارروائي ڪئي وڃي ۽ متاثرن کي انصاف ڏنو وڃي. ذريعن موجب واقعي بعد شهر ۾ سخت ڪشيدگي پيدا ٿي وئي ۽ بازارون بند رهيون، جڏهن ته ضلعي انتظاميه امن امان برقرار رکڻ لاءِ اضافي پوليس طلب ڪئي. — [1089, 1063, 1444, 1136]
continued-note: ڏسو صفحو اندريون ڪالم 3 — [10, 1090, 138, 1102]
article-body: ڪراچي ( نمائندي ) ڪاوش وٽ موجود ٻڌايو ويو آهي ته ضلعي انتظاميه ۽ پوليس جا اعليٰ عملدار ان معاملي جي جاچ ڪري رهيا آهن، علائقي جي ماڻهن مطالبو ڪيو آهي ته ذميوار عنصرن خلاف فوري ڪارروائي ڪئي وڃي ۽ متاثرن کي انصاف ڏنو وڃي. ذريعن موجب واقعي بعد شهر ۾ سخت ڪشيدگي پيدا ٿي وئي ۽ بازارون بند رهيون، جڏهن ته ضلعي انتظاميه امن امان برقرار رکڻ لاءِ اضافي پوليس طلب ڪئي. — [365, 1917, 535, 2082]
news-article — [548, 2381, 726, 2576]
article-divider — [1089, 708, 1444, 710]
article-headline: لاڙڪاڻو / نوابشاهه / سانگهڙ / مورو — [568, 2380, 706, 2413]
news-column-5 — [6, 48, 356, 2018]
article-headline: جامشورو ڦاٽڪ تي — [1089, 328, 1444, 357]
article-divider — [365, 816, 535, 818]
news-article — [548, 593, 726, 838]
urdu-title: روزانو كاوش حيدرآباد — [1096, 6, 1359, 35]
article-headline: ماٽلي پوليس جي بازار حسن تي ڇاپو: 7 طوائفون ۽ 7 مرد گرفتار — [745, 51, 1069, 92]
news-article — [548, 1621, 726, 1845]
article-divider — [1089, 1008, 1444, 1009]
article-subheadline: دسيلي سينٽر تي موجود فارم پرڻ ۽ تصديق ڪرائڻ ڪانپوءِ ئي ماڻهن جا نالا داخل ٿيندا — [1104, 592, 1429, 623]
continued-note: ڏسو صفحو اندريون ڪالم 3 — [365, 1093, 493, 1104]
article-subheadline: سيل ٿيل نوٽن جي دستين ۾ نوٽ گهٽ وڌ وجهن ٿا — [22, 122, 340, 138]
continued-note: ڏسو صفحو اندريون ڪالم 2 — [1089, 304, 1217, 316]
article-headline: وولرستن ۾ نالا گهر گهر وڃي داخل نه ڪيا ويندا — [1109, 536, 1424, 588]
article-headline: داددو ۾ بنڪن پاران فراڊ جو نئون طريقو — [10, 51, 352, 119]
article-body: ڪراچي ( نمائندي ) ڪاوش وٽ موجود ٻڌايو ويو آهي ته ضلعي انتظاميه ۽ پوليس جا اعليٰ عملدار ان معاملي جي جاچ ڪري رهيا آهن، علائقي جي ماڻهن مطالبو ڪيو آهي ته ذميوار عنصرن خلاف فوري ڪارروائي ڪئي وڃي ۽ متاثرن کي انصاف ڏنو وڃي. ذريعن موجب واقعي بعد شهر ۾ سخت ڪشيدگي پيدا ٿي وئي ۽ بازارون بند رهيون، جڏهن ته ضلعي انتظاميه امن امان برقرار رکڻ لاءِ اضافي پوليس طلب ڪئي. — [739, 97, 1076, 186]
news-article — [365, 1661, 535, 1872]
article-divider — [739, 477, 1076, 478]
news-column-1 — [1085, 48, 1448, 1735]
article-divider — [365, 1653, 535, 1654]
news-article — [365, 1879, 535, 2090]
article-divider — [365, 549, 535, 550]
news-article — [365, 558, 535, 818]
article-subheadline: ليڊي پوليس جون 2 عورتون ۽ رزرو پوليس جا 2 اهلڪار گنديون ويا — [1090, 361, 1443, 393]
article-headline: مرتضيٰ 22 آگسٽ تي نوابشاهه پهچندو — [1101, 1421, 1431, 1442]
article-divider — [10, 1540, 352, 1541]
title-main: Kawish — [210, 11, 309, 44]
article-divider — [10, 238, 352, 240]
article-body: ڪراچي ( نمائندي ) ڪاوش وٽ موجود ٻڌايو ويو آهي ته ضلعي انتظاميه ۽ پوليس جا اعليٰ عملدار ان معاملي جي جاچ ڪري رهيا آهن، علائقي جي ماڻهن مطالبو ڪيو آهي ته ذميوار عنصرن خلاف فوري ڪارروائي ڪئي وڃي ۽ متاثرن کي انصاف ڏنو وڃي. ذريعن موجب واقعي بعد شهر ۾ سخت ڪشيدگي پيدا ٿي وئي ۽ بازارون بند رهيون، جڏهن ته ضلعي انتظاميه امن امان برقرار رکڻ لاءِ اضافي پوليس طلب ڪئي. — [548, 105, 726, 255]
article-divider — [10, 413, 352, 414]
article-divider — [365, 1397, 535, 1398]
article-body: ڪراچي ( نمائندي ) ڪاوش وٽ موجود ٻڌايو ويو آهي ته ضلعي انتظاميه ۽ پوليس جا اعليٰ عملدار ان معاملي جي جاچ ڪري رهيا آهن، علائقي جي ماڻهن مطالبو ڪيو آهي ته ذميوار عنصرن خلاف فوري ڪارروائي ڪئي وڃي ۽ متاثرن کي انصاف ڏنو وڃي. ذريعن موجب واقعي بعد شهر ۾ سخت ڪشيدگي پيدا ٿي وئي ۽ بازارون بند رهيون، جڏهن ته ضلعي انتظاميه امن امان برقرار رکڻ لاءِ اضافي پوليس طلب ڪئي. — [1089, 1333, 1444, 1406]
article-headline: اشتياق اظهر ۽ شيخ آفتاب کي 18 ڪڙين لاءِ ٽرائل شروع — [1089, 857, 1444, 907]
article-divider — [365, 2088, 535, 2090]
news-article — [739, 201, 1076, 345]
article-divider — [739, 193, 1076, 194]
article-divider — [10, 940, 352, 942]
news-article — [739, 926, 1076, 1078]
news-article — [365, 2097, 535, 2308]
article-divider — [365, 2508, 535, 2509]
news-article — [1089, 1421, 1444, 1528]
news-article — [739, 351, 1076, 478]
article-headline: جامشورو مان نوجوان جو لاش هٿ آيو — [739, 351, 1076, 376]
article-body: ڪراچي ( نمائندي ) ڪاوش وٽ موجود ٻڌايو ويو آهي ته ضلعي انتظاميه ۽ پوليس جا اعليٰ عملدار ان معاملي جي جاچ ڪري رهيا آهن، علائقي جي ماڻهن مطالبو ڪيو آهي ته ذميوار عنصرن خلاف فوري ڪارروائي ڪئي وڃي ۽ متاثرن کي انصاف ڏنو وڃي. ذريعن موجب واقعي بعد شهر ۾ سخت ڪشيدگي پيدا ٿي وئي ۽ بازارون بند رهيون، جڏهن ته ضلعي انتظاميه امن امان برقرار رکڻ لاءِ اضافي پوليس طلب ڪئي. — [739, 382, 1076, 470]
news-article — [1089, 717, 1444, 851]
article-divider — [739, 1502, 1076, 1504]
article-divider — [739, 342, 1076, 344]
article-headline: پاڪستان صنعتي ڪرڻ جي بعد — [77, 1423, 285, 1440]
news-article — [739, 801, 1076, 918]
article-divider — [548, 2132, 726, 2133]
news-article — [739, 51, 1076, 194]
article-headline: مورو ۾ هڪ ئي رات چوري جون 3 وارداتون — [548, 2140, 726, 2211]
article-body: ڪراچي ( نمائندي ) ڪاوش وٽ موجود ٻڌايو ويو آهي ته ضلعي انتظاميه ۽ پوليس جا اعليٰ عملدار ان معاملي جي جاچ ڪري رهيا آهن، علائقي جي ماڻهن مطالبو ڪيو آهي ته ذميوار عنصرن خلاف فوري ڪارروائي ڪئي وڃي ۽ متاثرن کي انصاف ڏنو وڃي. ذريعن موجب واقعي بعد شهر ۾ سخت ڪشيدگي پيدا ٿي وئي ۽ بازارون بند رهيون، جڏهن ته ضلعي انتظاميه امن امان برقرار رکڻ لاءِ اضافي پوليس طلب ڪئي. — [1089, 1198, 1444, 1271]
article-headline: گرڙي ٺٽي ۾ زخمين جي وارثن کي هڪ هفتي اندر رقم وٺڻ جي هدايت — [16, 948, 346, 990]
article-headline: الجزائر ۾ تعليمي اداري ۾ بند ڪرڻ تي هشيارن ڪافي قتل — [1105, 1016, 1428, 1058]
article-body: ڪراچي ( نمائندي ) ڪاوش وٽ موجود ٻڌايو ويو آهي ته ضلعي انتظاميه ۽ پوليس جا اعليٰ عملدار ان معاملي جي جاچ ڪري رهيا آهن، علائقي جي ماڻهن مطالبو ڪيو آهي ته ذميوار عنصرن خلاف فوري ڪارروائي ڪئي وڃي ۽ متاثرن کي انصاف ڏنو وڃي. ذريعن موجب واقعي بعد شهر ۾ سخت ڪشيدگي پيدا ٿي وئي ۽ بازارون بند رهيون، جڏهن ته ضلعي انتظاميه امن امان برقرار رکڻ لاءِ اضافي پوليس طلب ڪئي. — [739, 538, 1076, 627]
article-headline: گرڙي محبت پوليس جي ڪوڙي ۾ هڪ گهر تي ڇاپو: 4 ڄڻا گرفتار — [10, 1114, 352, 1164]
right-page-number: 4 — [1418, 10, 1445, 38]
news-article — [365, 302, 535, 550]
article-body: ڪراچي ( نمائندي ) ڪاوش وٽ موجود ٻڌايو ويو آهي ته ضلعي انتظاميه ۽ پوليس جا اعليٰ عملدار ان معاملي جي جاچ ڪري رهيا آهن، علائقي جي ماڻهن مطالبو ڪيو آهي ته ذميوار عنصرن خلاف فوري ڪارروائي ڪئي وڃي ۽ متاثرن کي انصاف ڏنو وڃي. ذريعن موجب واقعي بعد شهر ۾ سخت ڪشيدگي پيدا ٿي وئي ۽ بازارون بند رهيون، جڏهن ته ضلعي انتظاميه امن امان برقرار رکڻ لاءِ اضافي پوليس طلب ڪئي. — [365, 1481, 535, 1646]
